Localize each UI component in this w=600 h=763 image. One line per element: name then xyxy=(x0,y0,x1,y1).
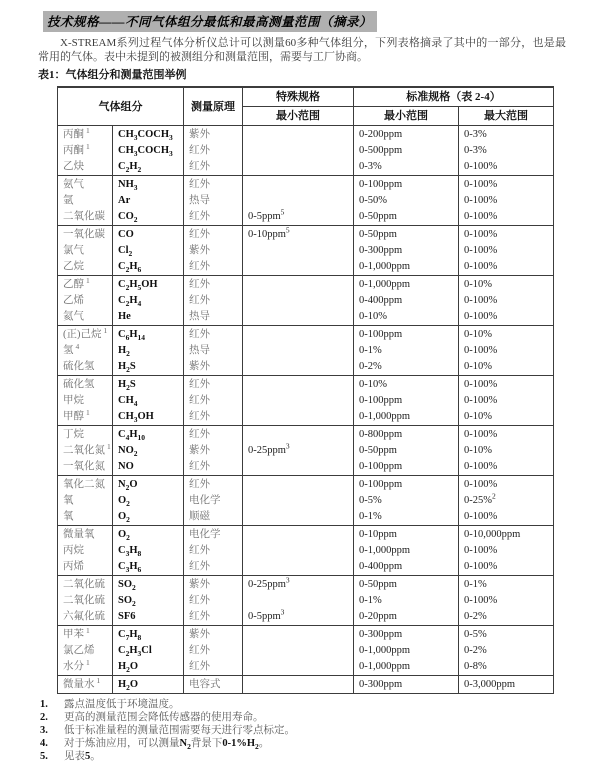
special-range-cell xyxy=(243,426,354,444)
gas-name-cell: 水分 $^1$ xyxy=(58,659,113,676)
min-range-cell: 0-500ppm xyxy=(354,143,459,159)
table-row xyxy=(58,243,554,259)
gas-formula-cell: $C_6H_{14}$ xyxy=(113,326,184,344)
gas-name-cell: 氯气 xyxy=(58,243,113,259)
principle-cell: 顺磁 xyxy=(184,509,243,526)
table-row xyxy=(58,159,554,176)
min-range-cell: 0-100ppm xyxy=(354,459,459,476)
special-range-cell xyxy=(243,359,354,376)
principle-cell: 热导 xyxy=(184,343,243,359)
min-range-cell: 0-10ppm xyxy=(354,526,459,544)
gas-name-cell: 微量氧 xyxy=(58,526,113,544)
max-range-cell: 0-8% xyxy=(459,659,554,676)
gas-name-cell: 一氧化氮 xyxy=(58,459,113,476)
max-range-cell: 0-100% xyxy=(459,293,554,309)
gas-formula-cell: $C_3H_6$ xyxy=(113,559,184,576)
gas-formula-cell: He xyxy=(113,309,184,326)
table-row xyxy=(58,493,554,509)
max-range-cell: 0-100% xyxy=(459,343,554,359)
principle-cell: 红外 xyxy=(184,159,243,176)
gas-group xyxy=(58,176,554,226)
gas-name-cell: (正)己烷 $^1$ xyxy=(58,326,113,344)
gas-name-cell: 二氧化硫 xyxy=(58,576,113,594)
footnote-number: 4. xyxy=(40,738,48,749)
max-range-cell: 0-100% xyxy=(459,209,554,226)
gas-name-cell: 微量水 $^1$ xyxy=(58,676,113,694)
table-row xyxy=(58,376,554,394)
table-row xyxy=(58,543,554,559)
min-range-cell: 0-2% xyxy=(354,359,459,376)
max-range-cell: 0-100% xyxy=(459,459,554,476)
table-row xyxy=(58,626,554,644)
footnote-text: 露点温度低于环境温度。 xyxy=(64,699,180,710)
table-row xyxy=(58,659,554,676)
footnote-item xyxy=(40,750,566,763)
max-range-cell: 0-10% xyxy=(459,409,554,426)
principle-cell: 紫外 xyxy=(184,243,243,259)
table-row xyxy=(58,576,554,594)
max-range-cell: 0-10% xyxy=(459,359,554,376)
special-range-cell: 0-5ppm$^5$ xyxy=(243,209,354,226)
special-range-cell xyxy=(243,593,354,609)
special-range-cell xyxy=(243,676,354,694)
gas-group xyxy=(58,626,554,676)
gas-formula-cell: $C_4H_{10}$ xyxy=(113,426,184,444)
special-range-cell xyxy=(243,509,354,526)
header-standard-spec: 标准规格（表 2-4） xyxy=(354,87,554,107)
min-range-cell: 0-10% xyxy=(354,376,459,394)
gas-name-cell: 氦气 xyxy=(58,309,113,326)
max-range-cell: 0-100% xyxy=(459,559,554,576)
min-range-cell: 0-1,000ppm xyxy=(354,659,459,676)
principle-cell: 红外 xyxy=(184,559,243,576)
special-range-cell: 0-5ppm$^3$ xyxy=(243,609,354,626)
principle-cell: 红外 xyxy=(184,409,243,426)
gas-group xyxy=(58,476,554,526)
min-range-cell: 0-1,000ppm xyxy=(354,543,459,559)
gas-name-cell: 丙酮 $^1$ xyxy=(58,126,113,144)
principle-cell: 热导 xyxy=(184,193,243,209)
max-range-cell: 0-2% xyxy=(459,609,554,626)
special-range-cell xyxy=(243,409,354,426)
gas-name-cell: 丙酮 $^1$ xyxy=(58,143,113,159)
footnote-number: 3. xyxy=(40,725,48,736)
special-range-cell xyxy=(243,343,354,359)
footnote-item xyxy=(40,724,566,737)
gas-formula-cell: $H_2$ xyxy=(113,343,184,359)
table-row xyxy=(58,193,554,209)
gas-name-cell: 乙炔 xyxy=(58,159,113,176)
gas-formula-cell: $NO_2$ xyxy=(113,443,184,459)
table-row xyxy=(58,443,554,459)
gas-group xyxy=(58,276,554,326)
min-range-cell: 0-50ppm xyxy=(354,226,459,244)
footnote-text: 对于炼油应用，可以测量$N_2$背景下$0-1\%H_2$。 xyxy=(64,738,270,752)
min-range-cell: 0-100ppm xyxy=(354,476,459,494)
gas-formula-cell: $C_2H_5OH$ xyxy=(113,276,184,294)
footnote-number: 2. xyxy=(40,712,48,723)
gas-name-cell: 氨气 xyxy=(58,176,113,194)
table-row xyxy=(58,476,554,494)
min-range-cell: 0-50ppm xyxy=(354,443,459,459)
special-range-cell xyxy=(243,326,354,344)
special-range-cell xyxy=(243,309,354,326)
table-row xyxy=(58,393,554,409)
special-range-cell xyxy=(243,526,354,544)
principle-cell: 红外 xyxy=(184,593,243,609)
table-row xyxy=(58,643,554,659)
principle-cell: 红外 xyxy=(184,459,243,476)
max-range-cell: 0-100% xyxy=(459,393,554,409)
max-range-cell: 0-10% xyxy=(459,443,554,459)
footnotes-list xyxy=(40,698,566,763)
gas-formula-cell: NO xyxy=(113,459,184,476)
principle-cell: 红外 xyxy=(184,426,243,444)
gas-name-cell: 丙烷 xyxy=(58,543,113,559)
footnote-text: 见表5。 xyxy=(64,751,101,762)
max-range-cell: 0-100% xyxy=(459,543,554,559)
gas-formula-cell: $Cl_2$ xyxy=(113,243,184,259)
page-title: 技术规格——不同气体组分最低和最高测量范围（摘录） xyxy=(43,11,377,32)
table-header xyxy=(58,87,554,126)
table-row xyxy=(58,126,554,144)
special-range-cell xyxy=(243,193,354,209)
min-range-cell: 0-100ppm xyxy=(354,326,459,344)
min-range-cell: 0-50ppm xyxy=(354,209,459,226)
principle-cell: 红外 xyxy=(184,393,243,409)
special-range-cell xyxy=(243,293,354,309)
principle-cell: 紫外 xyxy=(184,359,243,376)
header-standard-min-range: 最小范围 xyxy=(354,107,459,126)
gas-ranges-table xyxy=(57,86,554,694)
principle-cell: 红外 xyxy=(184,293,243,309)
special-range-cell xyxy=(243,126,354,144)
principle-cell: 紫外 xyxy=(184,126,243,144)
principle-cell: 紫外 xyxy=(184,443,243,459)
min-range-cell: 0-100ppm xyxy=(354,393,459,409)
gas-formula-cell: SF6 xyxy=(113,609,184,626)
min-range-cell: 0-1,000ppm xyxy=(354,643,459,659)
max-range-cell: 0-100% xyxy=(459,193,554,209)
min-range-cell: 0-300ppm xyxy=(354,243,459,259)
table-row xyxy=(58,559,554,576)
gas-name-cell: 乙烷 xyxy=(58,259,113,276)
max-range-cell: 0-100% xyxy=(459,476,554,494)
special-range-cell xyxy=(243,243,354,259)
header-row-1 xyxy=(58,87,554,107)
max-range-cell: 0-10% xyxy=(459,276,554,294)
footnote-item xyxy=(40,737,566,750)
table-row xyxy=(58,459,554,476)
min-range-cell: 0-20ppm xyxy=(354,609,459,626)
gas-name-cell: 乙烯 xyxy=(58,293,113,309)
gas-formula-cell: $H_2S$ xyxy=(113,376,184,394)
principle-cell: 红外 xyxy=(184,476,243,494)
min-range-cell: 0-300ppm xyxy=(354,676,459,694)
table-row xyxy=(58,176,554,194)
gas-name-cell: 六氟化硫 xyxy=(58,609,113,626)
table-row xyxy=(58,343,554,359)
max-range-cell: 0-100% xyxy=(459,509,554,526)
principle-cell: 红外 xyxy=(184,209,243,226)
gas-name-cell: 氩 xyxy=(58,193,113,209)
gas-formula-cell: $C_2H_6$ xyxy=(113,259,184,276)
table-row xyxy=(58,426,554,444)
principle-cell: 紫外 xyxy=(184,576,243,594)
special-range-cell: 0-25ppm$^3$ xyxy=(243,576,354,594)
footnote-number: 1. xyxy=(40,699,48,710)
gas-name-cell: 甲苯 $^1$ xyxy=(58,626,113,644)
special-range-cell xyxy=(243,643,354,659)
max-range-cell: 0-5% xyxy=(459,626,554,644)
intro-paragraph: X-STREAM系列过程气体分析仪总计可以测量60多种气体组分，下列表格摘录了其中的一部分，也是最常用的气体。表中未提到的被测组分和测量范围，需要与工厂协商。 xyxy=(38,37,566,63)
max-range-cell: 0-100% xyxy=(459,259,554,276)
principle-cell: 红外 xyxy=(184,543,243,559)
special-range-cell xyxy=(243,559,354,576)
gas-group xyxy=(58,676,554,694)
gas-formula-cell: $N_2O$ xyxy=(113,476,184,494)
table-row xyxy=(58,209,554,226)
principle-cell: 红外 xyxy=(184,276,243,294)
gas-name-cell: 氧化二氮 xyxy=(58,476,113,494)
gas-formula-cell: $SO_2$ xyxy=(113,576,184,594)
gas-formula-cell: $H_2S$ xyxy=(113,359,184,376)
min-range-cell: 0-1,000ppm xyxy=(354,259,459,276)
gas-formula-cell: $CH_3COCH_3$ xyxy=(113,126,184,144)
min-range-cell: 0-100ppm xyxy=(354,176,459,194)
footnote-text: 更高的测量范围会降低传感器的使用寿命。 xyxy=(64,712,264,723)
special-range-cell xyxy=(243,393,354,409)
table-row xyxy=(58,359,554,376)
gas-formula-cell: $C_3H_8$ xyxy=(113,543,184,559)
gas-name-cell: 甲醇 $^1$ xyxy=(58,409,113,426)
table-row xyxy=(58,526,554,544)
principle-cell: 紫外 xyxy=(184,626,243,644)
max-range-cell: 0-3% xyxy=(459,143,554,159)
table-row xyxy=(58,309,554,326)
gas-group xyxy=(58,426,554,476)
principle-cell: 电容式 xyxy=(184,676,243,694)
gas-formula-cell: $C_2H_2$ xyxy=(113,159,184,176)
principle-cell: 红外 xyxy=(184,326,243,344)
min-range-cell: 0-3% xyxy=(354,159,459,176)
principle-cell: 红外 xyxy=(184,259,243,276)
gas-formula-cell: $CH_3COCH_3$ xyxy=(113,143,184,159)
principle-cell: 红外 xyxy=(184,609,243,626)
max-range-cell: 0-3% xyxy=(459,126,554,144)
special-range-cell xyxy=(243,493,354,509)
gas-formula-cell: $H_2O$ xyxy=(113,659,184,676)
header-measurement-principle: 测量原理 xyxy=(184,87,243,126)
max-range-cell: 0-100% xyxy=(459,243,554,259)
min-range-cell: 0-50ppm xyxy=(354,576,459,594)
gas-formula-cell: $CO_2$ xyxy=(113,209,184,226)
min-range-cell: 0-50% xyxy=(354,193,459,209)
gas-formula-cell: $O_2$ xyxy=(113,526,184,544)
min-range-cell: 0-1,000ppm xyxy=(354,276,459,294)
principle-cell: 电化学 xyxy=(184,493,243,509)
footnote-number: 5. xyxy=(40,751,48,762)
special-range-cell xyxy=(243,176,354,194)
gas-formula-cell: $SO_2$ xyxy=(113,593,184,609)
header-standard-max-range: 最大范围 xyxy=(459,107,554,126)
table-row xyxy=(58,276,554,294)
gas-group xyxy=(58,326,554,376)
gas-formula-cell: $NH_3$ xyxy=(113,176,184,194)
max-range-cell: 0-100% xyxy=(459,226,554,244)
table-row xyxy=(58,676,554,694)
max-range-cell: 0-100% xyxy=(459,426,554,444)
gas-name-cell: 甲烷 xyxy=(58,393,113,409)
footnote-item xyxy=(40,698,566,711)
gas-name-cell: 硫化氢 xyxy=(58,376,113,394)
gas-name-cell: 二氧化氮 $^1$ xyxy=(58,443,113,459)
gas-formula-cell: $H_2O$ xyxy=(113,676,184,694)
special-range-cell xyxy=(243,159,354,176)
gas-name-cell: 一氧化碳 xyxy=(58,226,113,244)
min-range-cell: 0-1,000ppm xyxy=(354,409,459,426)
principle-cell: 红外 xyxy=(184,176,243,194)
min-range-cell: 0-1% xyxy=(354,509,459,526)
max-range-cell: 0-2% xyxy=(459,643,554,659)
table-caption: 表1：气体组分和测量范围举例 xyxy=(38,69,187,81)
special-range-cell xyxy=(243,259,354,276)
gas-name-cell: 氢 $^4$ xyxy=(58,343,113,359)
gas-name-cell: 二氧化碳 xyxy=(58,209,113,226)
gas-name-cell: 氧 xyxy=(58,493,113,509)
table-row xyxy=(58,259,554,276)
gas-group xyxy=(58,126,554,176)
gas-group xyxy=(58,526,554,576)
gas-formula-cell: $CH_4$ xyxy=(113,393,184,409)
special-range-cell xyxy=(243,626,354,644)
principle-cell: 红外 xyxy=(184,226,243,244)
principle-cell: 红外 xyxy=(184,643,243,659)
table-row xyxy=(58,293,554,309)
min-range-cell: 0-1% xyxy=(354,593,459,609)
special-range-cell xyxy=(243,276,354,294)
max-range-cell: 0-100% xyxy=(459,376,554,394)
table-row xyxy=(58,509,554,526)
table-row xyxy=(58,609,554,626)
gas-name-cell: 硫化氢 xyxy=(58,359,113,376)
gas-name-cell: 氧 xyxy=(58,509,113,526)
special-range-cell xyxy=(243,476,354,494)
gas-formula-cell: CO xyxy=(113,226,184,244)
max-range-cell: 0-1% xyxy=(459,576,554,594)
max-range-cell: 0-25%$^2$ xyxy=(459,493,554,509)
footnote-text: 低于标准量程的测量范围需要每天进行零点标定。 xyxy=(64,725,295,736)
principle-cell: 电化学 xyxy=(184,526,243,544)
min-range-cell: 0-5% xyxy=(354,493,459,509)
max-range-cell: 0-100% xyxy=(459,309,554,326)
min-range-cell: 0-1% xyxy=(354,343,459,359)
max-range-cell: 0-10% xyxy=(459,326,554,344)
special-range-cell xyxy=(243,376,354,394)
special-range-cell: 0-10ppm$^5$ xyxy=(243,226,354,244)
table-row xyxy=(58,326,554,344)
min-range-cell: 0-10% xyxy=(354,309,459,326)
table-row xyxy=(58,143,554,159)
gas-group xyxy=(58,576,554,626)
gas-formula-cell: $C_2H_4$ xyxy=(113,293,184,309)
min-range-cell: 0-400ppm xyxy=(354,293,459,309)
gas-formula-cell: $C_2H_3Cl$ xyxy=(113,643,184,659)
principle-cell: 红外 xyxy=(184,143,243,159)
table-row xyxy=(58,226,554,244)
special-range-cell xyxy=(243,459,354,476)
min-range-cell: 0-200ppm xyxy=(354,126,459,144)
gas-name-cell: 二氧化硫 xyxy=(58,593,113,609)
gas-group xyxy=(58,226,554,276)
gas-formula-cell: $CH_3OH$ xyxy=(113,409,184,426)
principle-cell: 红外 xyxy=(184,659,243,676)
footnote-item xyxy=(40,711,566,724)
gas-name-cell: 丁烷 xyxy=(58,426,113,444)
min-range-cell: 0-300ppm xyxy=(354,626,459,644)
principle-cell: 热导 xyxy=(184,309,243,326)
table-row xyxy=(58,593,554,609)
special-range-cell xyxy=(243,543,354,559)
special-range-cell xyxy=(243,143,354,159)
min-range-cell: 0-400ppm xyxy=(354,559,459,576)
special-range-cell xyxy=(243,659,354,676)
header-special-spec: 特殊规格 xyxy=(243,87,354,107)
max-range-cell: 0-3,000ppm xyxy=(459,676,554,694)
special-range-cell: 0-25ppm$^3$ xyxy=(243,443,354,459)
gas-group xyxy=(58,376,554,426)
principle-cell: 红外 xyxy=(184,376,243,394)
max-range-cell: 0-10,000ppm xyxy=(459,526,554,544)
gas-formula-cell: $O_2$ xyxy=(113,493,184,509)
gas-formula-cell: Ar xyxy=(113,193,184,209)
gas-name-cell: 丙烯 xyxy=(58,559,113,576)
min-range-cell: 0-800ppm xyxy=(354,426,459,444)
gas-name-cell: 乙醇 $^1$ xyxy=(58,276,113,294)
gas-name-cell: 氯乙烯 xyxy=(58,643,113,659)
max-range-cell: 0-100% xyxy=(459,159,554,176)
gas-formula-cell: $C_7H_8$ xyxy=(113,626,184,644)
header-special-min-range: 最小范围 xyxy=(243,107,354,126)
header-gas-component: 气体组分 xyxy=(58,87,184,126)
table-row xyxy=(58,409,554,426)
max-range-cell: 0-100% xyxy=(459,593,554,609)
max-range-cell: 0-100% xyxy=(459,176,554,194)
gas-formula-cell: $O_2$ xyxy=(113,509,184,526)
